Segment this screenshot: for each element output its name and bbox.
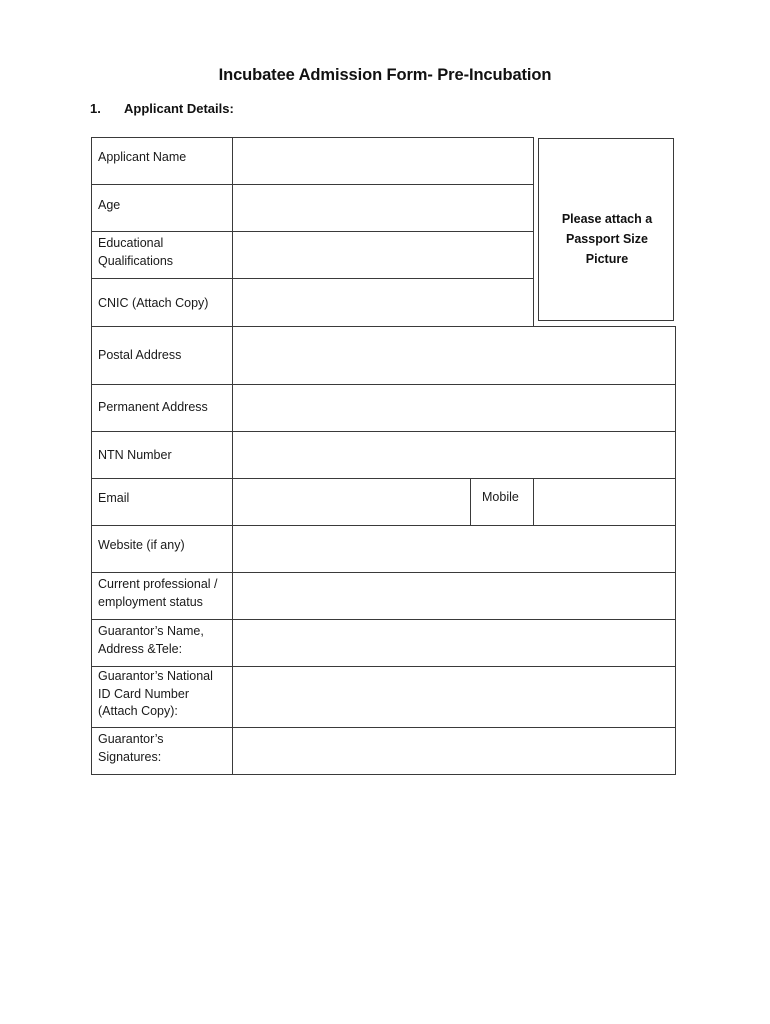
cnic-field[interactable] [233,279,533,326]
form-title: Incubatee Admission Form- Pre-Incubation [218,66,552,84]
permanent-address-field[interactable] [233,385,675,431]
label-permanent-address: Permanent Address [98,400,208,414]
mobile-field[interactable] [534,479,675,525]
label-guarantor-id: Guarantor’s National ID Card Number (Attach Copy): [98,669,213,718]
label-cnic: CNIC (Attach Copy) [98,296,209,310]
label-educational-qualifications: Educational Qualifications [98,236,174,268]
ntn-number-field[interactable] [233,432,675,478]
guarantor-info-field[interactable] [233,620,675,666]
section-title: Applicant Details: [124,101,234,116]
section-number: 1. [90,101,101,116]
guarantor-id-field[interactable] [233,667,675,727]
professional-status-field[interactable] [233,573,675,619]
guarantor-signature-field[interactable] [233,728,675,774]
applicant-name-field[interactable] [233,138,533,184]
age-field[interactable] [233,185,533,231]
website-field[interactable] [233,526,675,572]
label-email: Email [98,491,130,505]
label-applicant-name: Applicant Name [98,150,187,164]
label-postal-address: Postal Address [98,348,182,362]
section-heading [90,101,234,116]
label-mobile: Mobile [482,490,519,504]
label-guarantor-info: Guarantor’s Name, Address &Tele: [98,624,204,656]
label-guarantor-signature: Guarantor’s Signatures: [98,732,164,764]
label-professional-status: Current professional / employment status [98,577,218,609]
label-age: Age [98,198,121,212]
passport-photo-instruction: Please attach a Passport Size Picture [561,212,653,266]
educational-qualifications-field[interactable] [233,232,533,278]
email-field[interactable] [233,479,470,525]
label-ntn-number: NTN Number [98,448,172,462]
label-website: Website (if any) [98,538,185,552]
postal-address-field[interactable] [233,327,675,384]
